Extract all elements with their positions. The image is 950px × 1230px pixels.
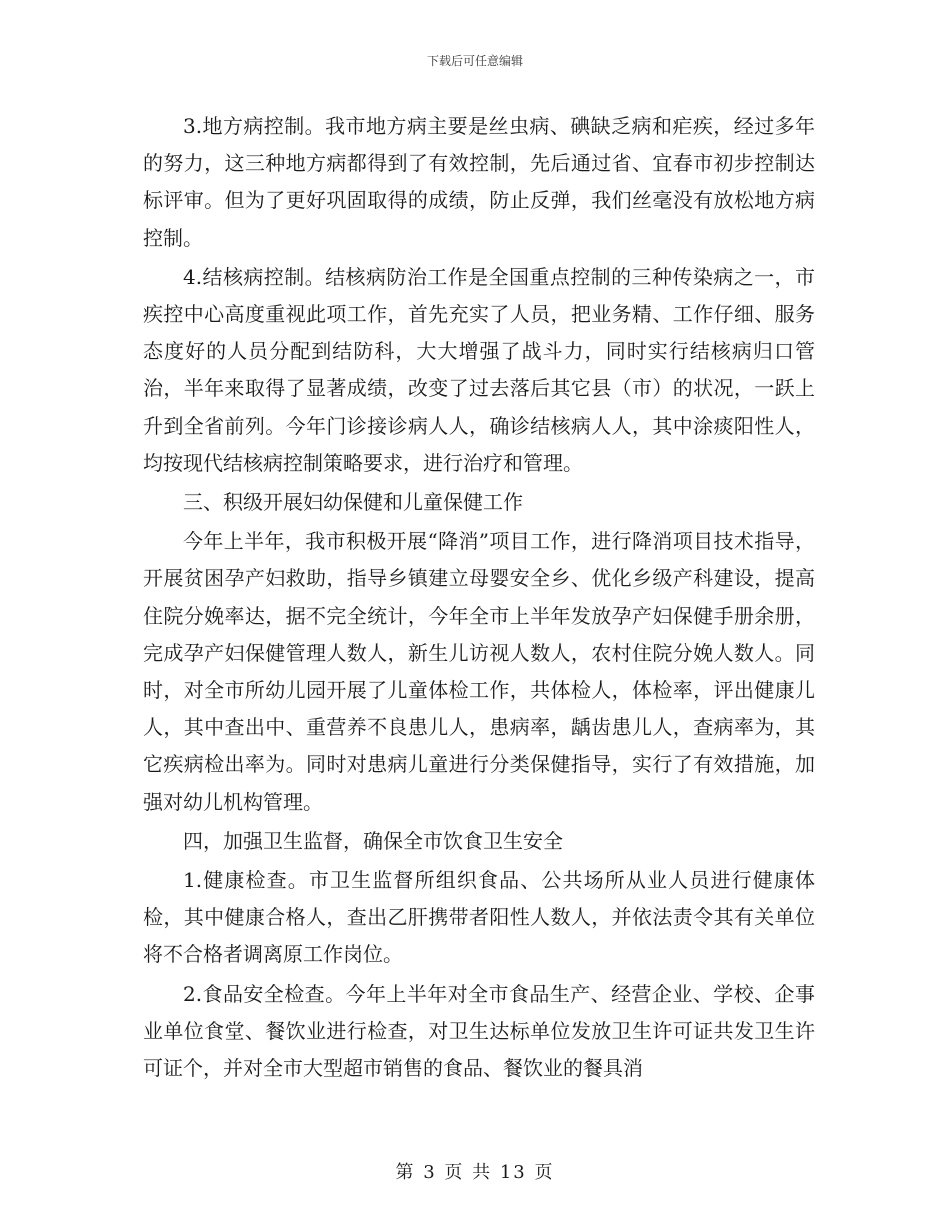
paragraph-maternal-child-health: 今年上半年，我市积极开展“降消”项目工作，进行降消项目技术指导，开展贫困孕产妇救助，指导乡镇建立母婴安全乡、优化乡级产科建设，提高住院分娩率达，据不完全统计，今年全市上半年发放孕产妇保健手册余册，完成孕产妇保健管理人数人，新生儿访视人数人，农村住院分娩人数人。同时，对全市所幼儿园开展了儿童体检工作，共体检人，体检率，评出健康儿人，其中查出中、重营养不良患儿人，患病率，龋齿患儿人，查病率为，其它疾病检出率为。同时对患病儿童进行分类保健指导，实行了有效措施，加强对幼儿机构管理。 xyxy=(143,529,815,814)
section-heading-health-supervision: 四，加强卫生监督，确保全市饮食卫生安全 xyxy=(183,828,563,853)
page-header: 下载后可任意编辑 xyxy=(426,54,523,68)
section-heading-maternal-child-health: 三、积级开展妇幼保健和儿童保健工作 xyxy=(183,490,523,515)
paragraph-health-check: 1.健康检查。市卫生监督所组织食品、公共场所从业人员进行健康体检，其中健康合格人，查出乙肝携带者阳性人数人，并依法责令其有关单位将不合格者调离原工作岗位。 xyxy=(143,868,815,967)
document-body xyxy=(143,108,815,1089)
paragraph-food-safety-inspection: 2.食品安全检查。今年上半年对全市食品生产、经营企业、学校、企事业单位食堂、餐饮业进行检查，对卫生达标单位发放卫生许可证共发卫生许可证个，并对全市大型超市销售的食品、餐饮业的餐具消 xyxy=(143,981,815,1081)
paragraph-endemic-disease-control: 3.地方病控制。我市地方病主要是丝虫病、碘缺乏病和疟疾，经过多年的努力，这三种地方病都得到了有效控制，先后通过省、宜春市初步控制达标评审。但为了更好巩固取得的成绩，防止反弹，我们丝毫没有放松地方病控制。 xyxy=(143,114,815,250)
page-footer: 第 3 页 共 13 页 xyxy=(395,1162,555,1183)
paragraph-tuberculosis-control: 4.结核病控制。结核病防治工作是全国重点控制的三种传染病之一，市疾控中心高度重视此项工作，首先充实了人员，把业务精、工作仔细、服务态度好的人员分配到结防科，大大增强了战斗力，同时实行结核病归口管治，半年来取得了显著成绩，改变了过去落后其它县（市）的状况，一跃上升到全省前列。今年门诊接诊病人人，确诊结核病人人，其中涂痰阳性人，均按现代结核病控制策略要求，进行治疗和管理。 xyxy=(143,264,815,475)
